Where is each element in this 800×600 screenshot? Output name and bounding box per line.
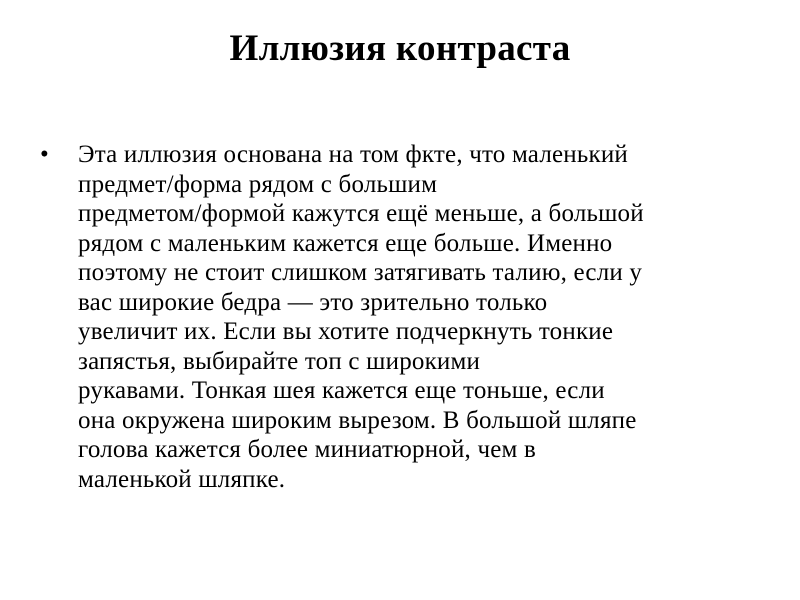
bullet-text-line: увеличит их. Если вы хотите подчеркнуть тонкие — [78, 318, 614, 345]
bullet-text-line: голова кажется более миниатюрной, чем в — [78, 436, 536, 463]
bullet-text-line: поэтому не стоит слишком затягивать талию, если у — [78, 259, 643, 286]
bullet-text-line: предмет/форма рядом с большим — [78, 170, 438, 198]
bullet-item — [40, 140, 760, 494]
bullet-text-line: вас широкие бедра — это зрительно только — [78, 288, 548, 316]
bullet-marker: • — [40, 141, 49, 168]
bullet-text-line: маленькой шляпке. — [78, 465, 286, 493]
bullet-list — [40, 140, 760, 494]
bullet-text-line: она окружена широким вырезом. В большой шляпе — [78, 406, 637, 434]
bullet-text-line: предметом/формой кажутся ещё меньше, а большой — [78, 200, 644, 227]
bullet-text-line: запястья, выбирайте топ с широкими — [78, 347, 481, 375]
bullet-text-line: Эта иллюзия основана на том фкте, что маленький — [78, 141, 628, 168]
bullet-text-line: рядом с маленьким кажется еще больше. Именно — [78, 229, 613, 257]
bullet-text-line: рукавами. Тонкая шея кажется еще тоньше, если — [78, 377, 605, 404]
slide-title: Иллюзия контраста — [229, 28, 571, 69]
